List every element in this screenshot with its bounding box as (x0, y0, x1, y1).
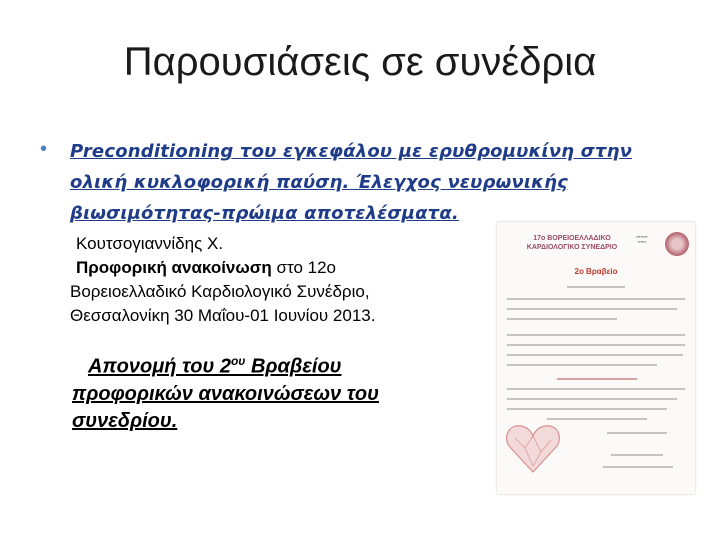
award-part1: Απονομή του 2 (88, 355, 231, 378)
author-line: Κουτσογιαννίδης Χ. (76, 234, 224, 253)
certificate-text-line (507, 298, 685, 300)
presentation-title-line: Preconditioning του εγκεφάλου με ερυθρομυκίνη στην (70, 141, 633, 162)
certificate-text-line (507, 344, 685, 346)
award-line (72, 348, 482, 381)
heart-icon (503, 418, 563, 478)
presentation-info (70, 232, 490, 328)
certificate-text-line (507, 408, 667, 410)
presentation-type-line (70, 256, 490, 280)
conference-line: Βορειοελλαδικό Καρδιολογικό Συνέδριο, (70, 282, 370, 301)
certificate-text-line (507, 364, 657, 366)
certificate-text-line (567, 286, 625, 288)
award-text (72, 348, 482, 435)
award-line: συνεδρίου. (72, 409, 178, 432)
certificate-image (497, 222, 695, 494)
award-line: προφορικών ανακοινώσεων του (72, 382, 379, 405)
certificate-text-line (607, 432, 667, 434)
certificate-org-text: ▪▪▪▪▪▪▪▪ ▪▪▪▪▪▪ (636, 234, 648, 244)
bullet-marker: • (40, 138, 48, 160)
certificate-text-line (507, 334, 685, 336)
award-part2: Βραβείου (245, 355, 342, 378)
presentation-title-line: ολική κυκλοφορική παύση. Έλεγχος νευρωνικής (70, 172, 568, 193)
certificate-text-line (557, 378, 637, 380)
seal-icon (665, 232, 689, 256)
certificate-text-line (507, 308, 677, 310)
certificate-text-line (507, 388, 685, 390)
slide-title: Παρουσιάσεις σε συνέδρια (123, 40, 597, 84)
certificate-text-line (507, 398, 677, 400)
certificate-text-line (611, 454, 663, 456)
presentation-title-line: βιωσιμότητας-πρώιμα αποτελέσματα. (70, 203, 459, 224)
presentation-title (70, 136, 650, 229)
certificate-text-line (507, 354, 683, 356)
certificate-text-line (603, 466, 673, 468)
presentation-type: Προφορική ανακοίνωση (76, 258, 272, 277)
presentation-type-rest: στο 12ο (271, 258, 336, 277)
certificate-header: 17ο ΒΟΡΕΙΟΕΛΛΑΔΙΚΟ ΚΑΡΔΙΟΛΟΓΙΚΟ ΣΥΝΕΔΡΙΟ (526, 235, 618, 251)
award-superscript: ου (230, 354, 246, 368)
location-line: Θεσσαλονίκη 30 Μαΐου-01 Ιουνίου 2013. (70, 306, 376, 325)
certificate-prize: 2ο Βραβείο (574, 267, 618, 276)
certificate-text-line (507, 318, 617, 320)
